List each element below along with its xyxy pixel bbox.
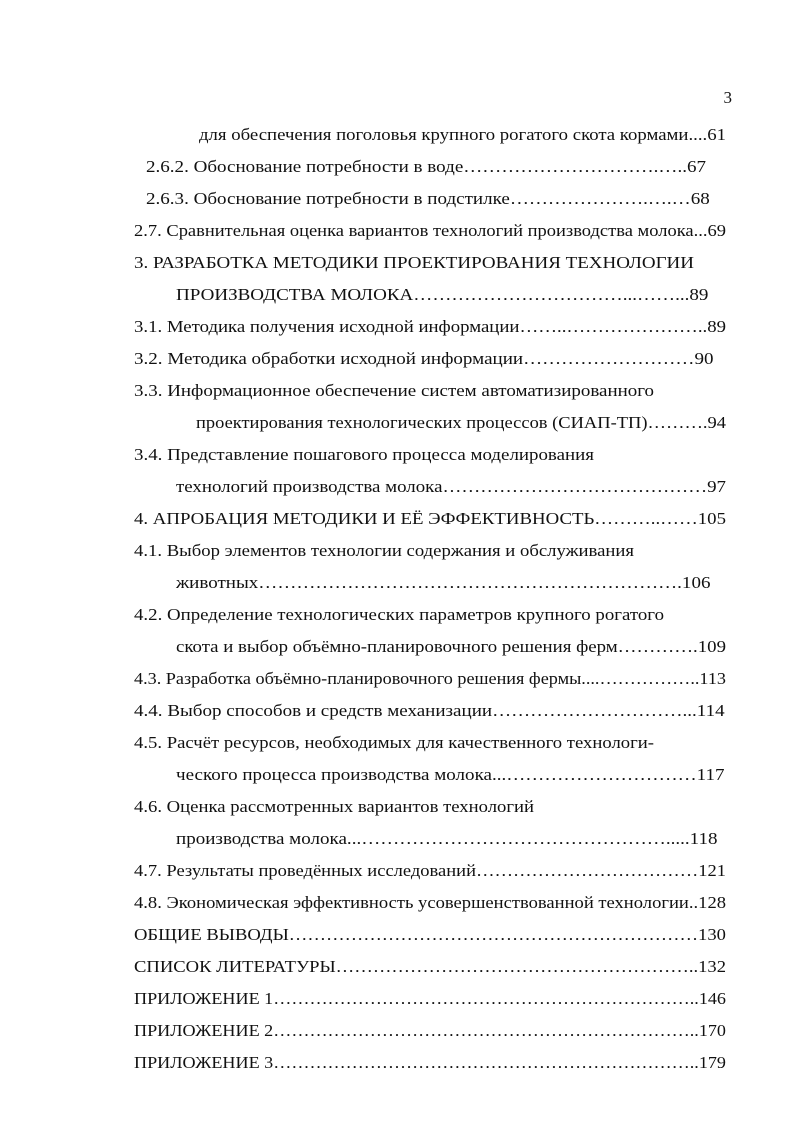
toc-line: технологий производства молока……………………………………97	[176, 477, 727, 496]
toc-line: 4.1. Выбор элементов технологии содержания и обслуживания	[134, 541, 634, 560]
toc-line: ПРИЛОЖЕНИЕ 2……………………………………………………………..170	[134, 1021, 726, 1040]
toc-line: 3.4. Представление пошагового процесса моделирования	[134, 445, 594, 464]
toc-line: 3.1. Методика получения исходной информации……..…………………..89	[134, 317, 726, 336]
toc-line: ческого процесса производства молока...…………………………117	[176, 765, 725, 784]
toc-line: 3. РАЗРАБОТКА МЕТОДИКИ ПРОЕКТИРОВАНИЯ ТЕХНОЛОГИИ	[134, 253, 695, 272]
toc-line: 4. АПРОБАЦИЯ МЕТОДИКИ И ЕЁ ЭФФЕКТИВНОСТЬ………..……105	[134, 509, 726, 528]
toc-line: 4.8. Экономическая эффективность усовершенствованной технологии..128	[134, 893, 727, 912]
toc-line: скота и выбор объёмно-планировочного решения ферм………….109	[176, 637, 726, 656]
page-number: 3	[723, 88, 732, 107]
toc-line: 4.7. Результаты проведённых исследований………………………………121	[134, 861, 727, 880]
toc-line: ОБЩИЕ ВЫВОДЫ…………………………………………………………130	[134, 925, 726, 944]
toc-line: 4.4. Выбор способов и средств механизации…………………………...114	[134, 701, 725, 720]
toc-line: производства молока...………………………………………….....118	[176, 829, 718, 848]
toc-line: проектирования технологических процессов (СИАП-ТП)……….94	[196, 413, 726, 432]
toc-line: 4.2. Определение технологических параметров крупного рогатого	[134, 605, 665, 624]
toc-line: 3.2. Методика обработки исходной информации………………………90	[134, 349, 714, 368]
toc-line: 4.5. Расчёт ресурсов, необходимых для качественного технологи-	[134, 733, 654, 752]
toc-line: 2.7. Сравнительная оценка вариантов технологий производства молока...69	[134, 221, 726, 240]
toc-line: ПРИЛОЖЕНИЕ 1……………………………………………………………..146	[134, 989, 726, 1008]
toc-line: ПРИЛОЖЕНИЕ 3……………………………………………………………..179	[134, 1053, 726, 1072]
toc-line: животных………………………………………………………….106	[176, 573, 711, 592]
toc-line: 4.6. Оценка рассмотренных вариантов технологий	[134, 797, 535, 816]
toc-line: для обеспечения поголовья крупного рогатого скота кормами....61	[199, 125, 726, 144]
toc-line: 2.6.2. Обоснование потребности в воде………………………….…..67	[146, 157, 707, 176]
toc-line: 3.3. Информационное обеспечение систем автоматизированного	[134, 381, 655, 400]
toc-line: 2.6.3. Обоснование потребности в подстилке………………….….…68	[146, 189, 710, 208]
toc-line: 4.3. Разработка объёмно-планировочного решения фермы....……………..113	[134, 669, 726, 688]
toc-line: ПРОИЗВОДСТВА МОЛОКА……………………………...……...89	[176, 285, 709, 304]
toc-line: СПИСОК ЛИТЕРАТУРЫ…………………………………………………..132	[134, 957, 727, 976]
